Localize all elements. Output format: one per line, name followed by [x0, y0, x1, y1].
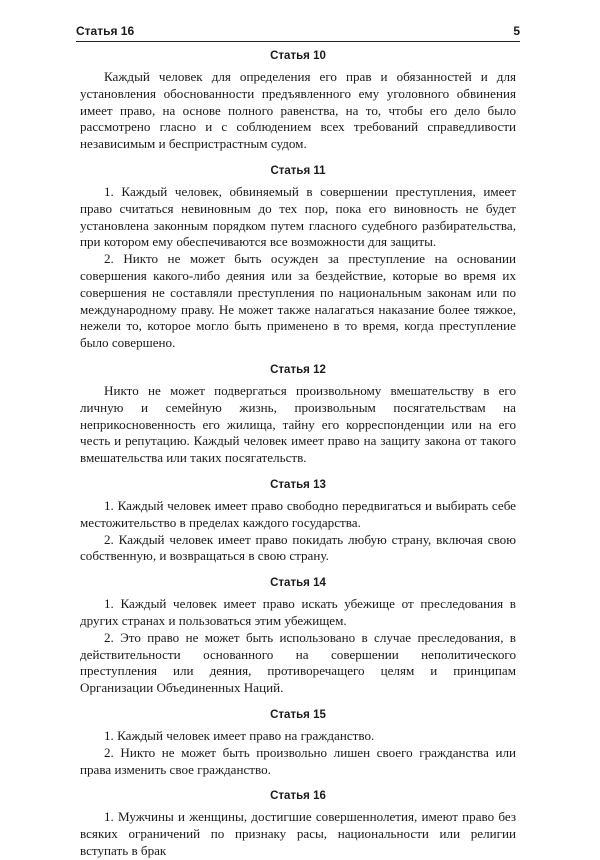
- article-13-title: Статья 13: [270, 478, 326, 491]
- article-12-paragraph: Никто не может подвергаться произвольному вмешательству в его личную и семейную жизнь, произвольным посягательствам на неприкосновенность его жилища, тайну его корреспонденции или на его честь и репутацию. Каждый человек имеет право на защиту закона от такого вмешательства или таких посягательств.: [80, 382, 516, 466]
- article-13-paragraph-2: 2. Каждый человек имеет право покидать любую страну, включая свою собственную, и возвращаться в свою страну.: [80, 531, 516, 564]
- article-14-title: Статья 14: [270, 577, 326, 590]
- article-15-paragraph-1: 1. Каждый человек имеет право на гражданство.: [104, 727, 375, 743]
- running-header: [76, 20, 520, 42]
- article-10-title: Статья 10: [270, 50, 326, 62]
- article-15-title: Статья 15: [270, 708, 326, 721]
- article-11-title: Статья 11: [270, 164, 326, 177]
- article-16-title: Статья 16: [270, 790, 326, 803]
- page-number: 5: [513, 24, 520, 38]
- article-12-title: Статья 12: [270, 363, 326, 376]
- article-11-paragraph-2: 2. Никто не может быть осужден за преступление на основании совершения какого-либо деяния или за бездействие, которые во время их совершения не составляли преступления по национальным законам или по международному праву. Не может также налагаться наказание более тяжкое, нежели то, которое могло быть применено в то время, когда преступление было совершено.: [80, 251, 516, 351]
- page-body: [80, 48, 516, 860]
- article-15-paragraph-2: 2. Никто не может быть произвольно лишен своего гражданства или права изменить свое гражданство.: [80, 744, 516, 777]
- article-14-paragraph-2: 2. Это право не может быть использовано в случае преследования, в действительности основанного на совершении неполитического преступления или деяния, противоречащего целям и принципам Организации Объединенных Наций.: [80, 629, 516, 696]
- article-10-paragraph: Каждый человек для определения его прав и обязанностей и для установления обоснованности предъявленного ему уголовного обвинения имеет право, на основе полного равенства, на то, чтобы его дело было рассмотрено гласно и с соблюдением всех требований справедливости независимым и беспристрастным судом.: [80, 69, 516, 152]
- article-14-paragraph-1: 1. Каждый человек имеет право искать убежище от преследования в других странах и пользоваться этим убежищем.: [80, 596, 516, 628]
- running-header-title: Статья 16: [76, 24, 135, 38]
- article-13-paragraph-1: 1. Каждый человек имеет право свободно передвигаться и выбирать себе местожительство в пределах каждого государства.: [80, 497, 516, 530]
- article-16-paragraph-1: 1. Мужчины и женщины, достигшие совершеннолетия, имеют право без всяких ограничений по признаку расы, национальности или религии вступать в брак: [80, 809, 516, 858]
- article-11-paragraph-1: 1. Каждый человек, обвиняемый в совершении преступления, имеет право считаться невиновным до тех пор, пока его виновность не будет установлена законным порядком путем гласного судебного разбирательства, при котором ему обеспечиваются все возможности для защиты.: [80, 183, 516, 250]
